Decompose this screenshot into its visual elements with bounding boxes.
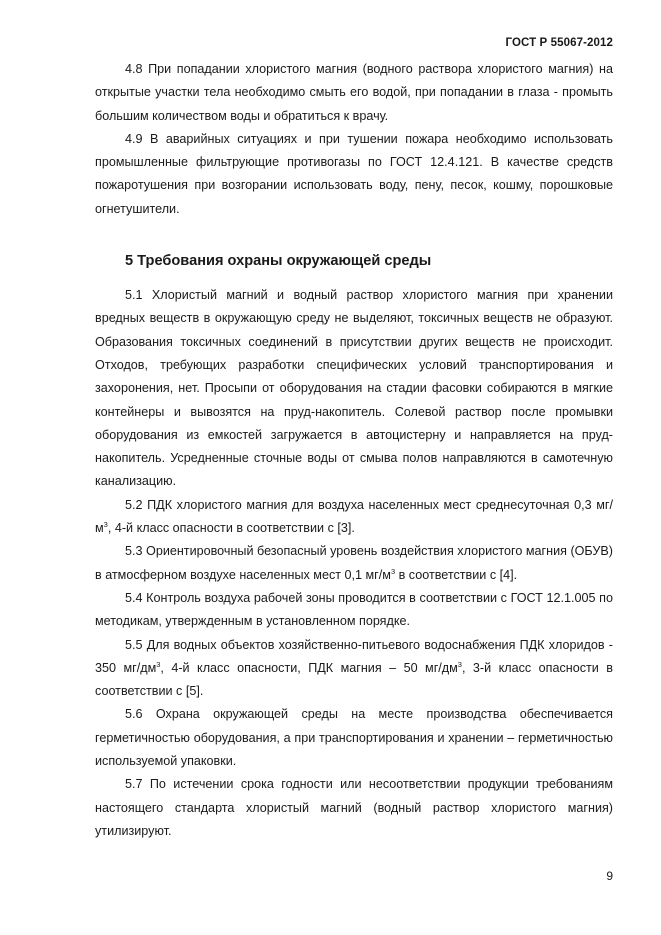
paragraph-5-2 [95,494,613,541]
paragraph-4-9: 4.9 В аварийных ситуациях и при тушении пожара необходимо использовать промышленные фильтрующие противогазы по ГОСТ 12.4.121. В качестве средств пожаротушения при возгорании использовать воду, пену, песок, кошму, порошковые огнетушители. [95,131,613,216]
paragraph-5-2-text-a: 5.2 ПДК хлористого магния для воздуха населенных мест среднесуточная 0,3 мг/м [95,497,613,536]
standard-header: ГОСТ Р 55067-2012 [505,37,613,49]
page-number: 9 [606,869,613,883]
superscript-cube: 3 [390,566,396,576]
superscript-cube: 3 [457,659,462,669]
paragraph-5-6: 5.6 Охрана окружающей среды на месте производства обеспечивается герметичностью оборудования, а при транспортирования и хранении – герметичностью используемой упаковки. [95,707,613,769]
paragraph-4-8: 4.8 При попадании хлористого магния (водного раствора хлористого магния) на открытые участки тела необходимо смыть его водой, при попадании в глаза - промыть большим количеством воды и обратиться к врачу. [95,62,613,123]
superscript-cube: 3 [156,659,161,669]
page-content [95,58,613,843]
paragraph-5-5-text-a: 5.5 Для водных объектов хозяйственно-питьевого водоснабжения ПДК хлоридов - 350 мг/дм [95,637,613,675]
paragraph-5-5-text-c: , 3-й класс опасности в соответствии с [5]. [95,660,613,699]
superscript-cube: 3 [103,519,108,529]
section-5-heading: 5 Требования охраны окружающей среды [125,253,432,270]
paragraph-5-3-text-b: в соответствии с [4]. [395,567,518,582]
paragraph-5-7: 5.7 По истечении срока годности или несоответствии продукции требованиям настоящего стандарта хлористый магний (водный раствор хлористого магния) утилизируют. [95,777,613,838]
paragraph-5-2-text-b: , 4-й класс опасности в соответствии с [3]. [107,521,355,536]
paragraph-5-5-text-b: , 4-й класс опасности, ПДК магния – 50 мг/дм [160,660,458,675]
paragraph-5-1: 5.1 Хлористый магний и водный раствор хлористого магния при хранении вредных веществ в окружающую среду не выделяют, токсичных веществ не образуют. Образования токсичных соединений в присутствии других веществ не происходит. Отходов, требующих разработки специфических условий транспортирования и захоронения, нет. Просыпи от оборудования на стадии фасовки собираются в мягкие контейнеры и вывозятся на пруд-накопитель. Солевой раствор после промывки оборудования из емкостей загружается в автоцистерну и направляется на пруд-накопитель. Усредненные сточные воды от смыва полов направляются в самотечную канализацию. [95,288,613,489]
paragraph-5-3 [95,540,613,587]
paragraph-5-3-text-a: 5.3 Ориентировочный безопасный уровень воздействия хлористого магния (ОБУВ) в атмосферном воздухе населенных мест 0,1 мг/м [95,544,613,582]
paragraph-5-5 [95,634,613,704]
paragraph-5-4: 5.4 Контроль воздуха рабочей зоны проводится в соответствии с ГОСТ 12.1.005 по методикам, утвержденным в установленном порядке. [95,590,613,629]
